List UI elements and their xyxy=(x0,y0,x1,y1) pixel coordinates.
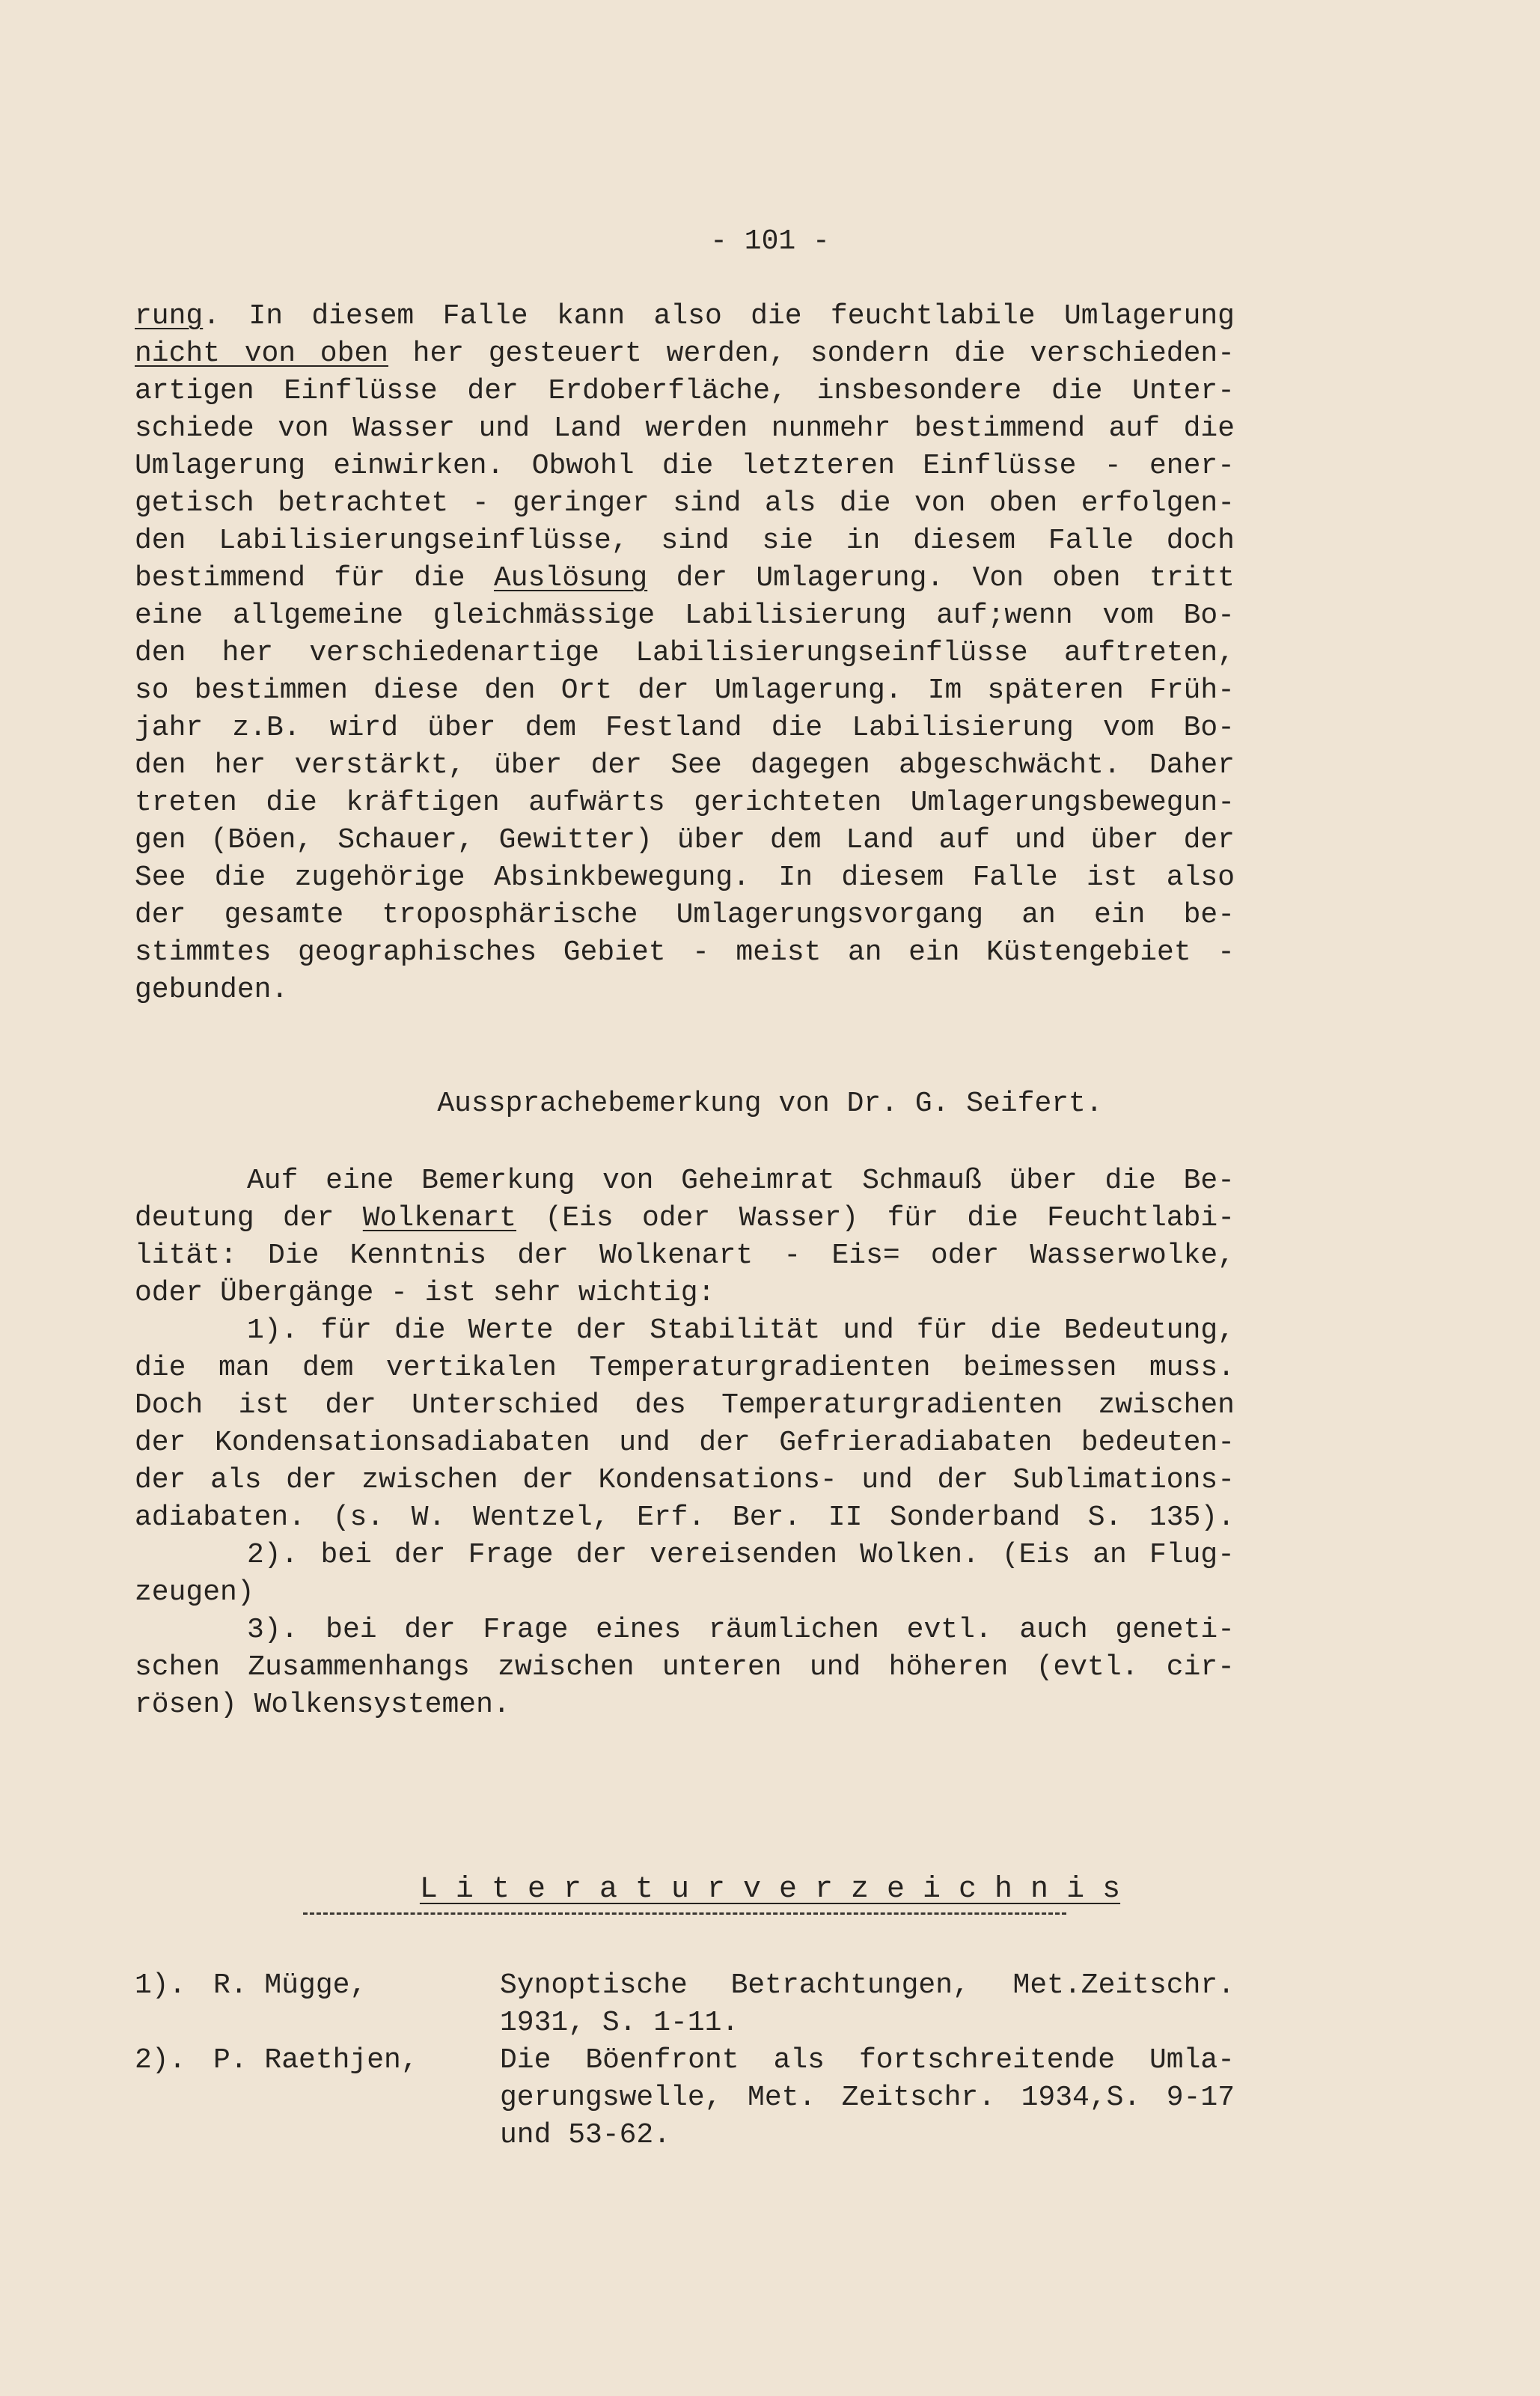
text-line: lität: Die Kenntnis der Wolkenart - Eis= oder Wasserwolke, xyxy=(135,1240,1235,1272)
text-line: schiede von Wasser und Land werden nunmehr bestimmend auf die xyxy=(135,412,1235,445)
text-line: gebunden. xyxy=(135,974,289,1006)
text-line: den her verschiedenartige Labilisierungseinflüsse auftreten, xyxy=(135,637,1235,669)
text-line: 2). bei der Frage der vereisenden Wolken. (Eis an Flug- xyxy=(247,1539,1235,1571)
text-line: treten die kräftigen aufwärts gerichteten Umlagerungsbewegun- xyxy=(135,787,1235,819)
text-line: schen Zusammenhangs zwischen unteren und höheren (evtl. cir- xyxy=(135,1651,1235,1683)
text-line: der als der zwischen der Kondensations- und der Sublimations- xyxy=(135,1464,1235,1496)
reference-text-line: Synoptische Betrachtungen, Met.Zeitschr. xyxy=(500,1969,1235,2002)
line-text: der Umlagerung. Von oben tritt xyxy=(647,562,1235,594)
text-line xyxy=(135,560,1235,597)
reference-text-line: Die Böenfront als fortschreitende Umla- xyxy=(500,2044,1235,2076)
reference-text-line: gerungswelle, Met. Zeitschr. 1934,S. 9-17 xyxy=(500,2082,1235,2114)
reference-number: 1). xyxy=(135,1969,186,2002)
text-line: zeugen) xyxy=(135,1576,254,1609)
text-line: rösen) Wolkensystemen. xyxy=(135,1689,510,1721)
text-line: der Kondensationsadiabaten und der Gefrieradiabaten bedeuten- xyxy=(135,1427,1235,1459)
text-line: Doch ist der Unterschied des Temperaturgradienten zwischen xyxy=(135,1389,1235,1421)
underlined-word: Wolkenart xyxy=(362,1202,517,1234)
page-number: - 101 - xyxy=(710,225,830,257)
text-line: den Labilisierungseinflüsse, sind sie in diesem Falle doch xyxy=(135,525,1235,557)
reference-author: R. Mügge, xyxy=(213,1969,367,2002)
line-text: deutung der xyxy=(135,1202,363,1234)
reference-author: P. Raethjen, xyxy=(213,2044,418,2076)
text-line xyxy=(135,335,1235,373)
literature-title: L i t e r a t u r v e r z e i c h n i s xyxy=(419,1873,1121,1906)
text-line: den her verstärkt, über der See dagegen abgeschwächt. Daher xyxy=(135,749,1235,781)
text-line: See die zugehörige Absinkbewegung. In diesem Falle ist also xyxy=(135,862,1235,894)
text-line: Umlagerung einwirken. Obwohl die letzteren Einflüsse - ener- xyxy=(135,450,1235,482)
section-heading: Aussprachebemerkung von Dr. G. Seifert. xyxy=(437,1088,1103,1120)
line-text: (Eis oder Wasser) für die Feuchtlabi- xyxy=(516,1202,1235,1234)
underlined-word: Auslösung xyxy=(493,562,648,594)
text-line: jahr z.B. wird über dem Festland die Labilisierung vom Bo- xyxy=(135,712,1235,744)
text-line xyxy=(135,298,1235,335)
reference-text-line: und 53-62. xyxy=(500,2119,671,2151)
underlined-word: rung xyxy=(135,300,204,332)
underlined-phrase: nicht von oben xyxy=(135,338,388,370)
line-text: . In diesem Falle kann also die feuchtlabile Umlagerung xyxy=(203,300,1235,332)
text-line: getisch betrachtet - geringer sind als die von oben erfolgen- xyxy=(135,487,1235,519)
text-line: artigen Einflüsse der Erdoberfläche, insbesondere die Unter- xyxy=(135,375,1235,407)
text-line: der gesamte troposphärische Umlagerungsvorgang an ein be- xyxy=(135,899,1235,931)
line-text: her gesteuert werden, sondern die verschieden- xyxy=(388,338,1235,370)
text-line: eine allgemeine gleichmässige Labilisierung auf;wenn vom Bo- xyxy=(135,600,1235,632)
literature-heading xyxy=(0,1871,1540,1909)
dashed-divider xyxy=(303,1912,1066,1915)
line-text: bestimmend für die xyxy=(135,562,494,594)
text-line xyxy=(135,1200,1235,1237)
text-line: gen (Böen, Schauer, Gewitter) über dem Land auf und über der xyxy=(135,824,1235,856)
text-line: so bestimmen diese den Ort der Umlagerung. Im späteren Früh- xyxy=(135,674,1235,707)
text-line: oder Übergänge - ist sehr wichtig: xyxy=(135,1277,715,1309)
text-line: stimmtes geographisches Gebiet - meist an ein Küstengebiet - xyxy=(135,936,1235,969)
text-line: Auf eine Bemerkung von Geheimrat Schmauß über die Be- xyxy=(247,1165,1235,1197)
reference-number: 2). xyxy=(135,2044,186,2076)
text-line: adiabaten. (s. W. Wentzel, Erf. Ber. II Sonderband S. 135). xyxy=(135,1502,1235,1534)
text-line: die man dem vertikalen Temperaturgradienten beimessen muss. xyxy=(135,1352,1235,1384)
text-line: 1). für die Werte der Stabilität und für die Bedeutung, xyxy=(247,1314,1235,1347)
text-line: 3). bei der Frage eines räumlichen evtl. auch geneti- xyxy=(247,1614,1235,1646)
reference-text-line: 1931, S. 1-11. xyxy=(500,2007,739,2039)
